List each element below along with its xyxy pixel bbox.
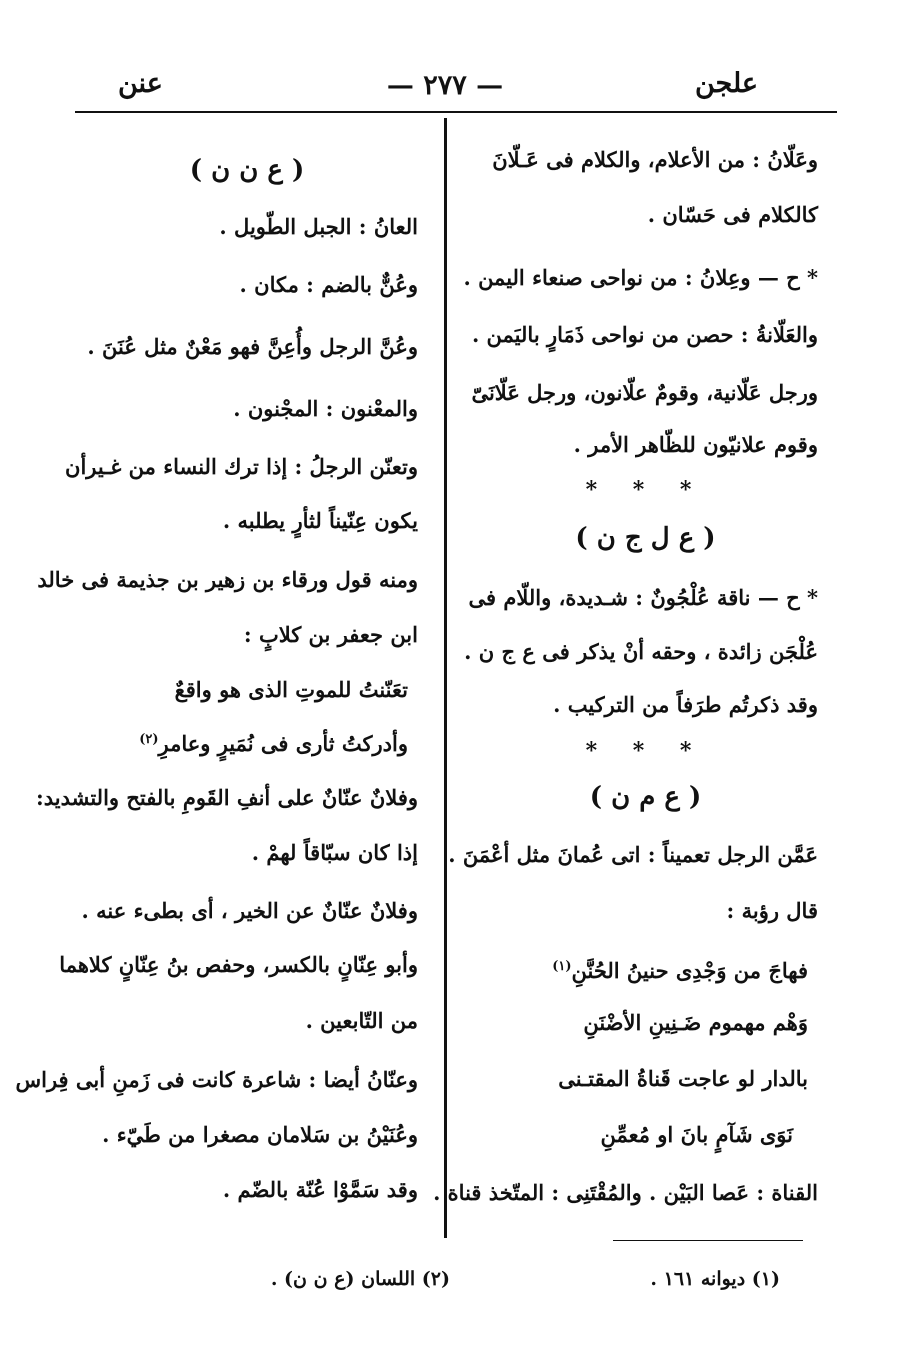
text-line <box>139 725 408 759</box>
header-root-right: علجن <box>694 68 758 99</box>
line-text: وعنّانُ أيضا : شاعرة كانت فى زَمنِ أبى فِراس <box>15 1067 418 1092</box>
text-line <box>553 690 818 720</box>
line-text: وأبو عِنّانٍ بالكسر، وحفص بنُ عِنّانٍ كلاهما <box>59 952 418 977</box>
line-text: القناة : عَصا البَيْن . والمُقْتَنِى : المتّخذ قناة . <box>433 1180 818 1205</box>
line-text: وعُنٌّ بالضم : مكان . <box>239 272 418 297</box>
text-line <box>648 200 818 230</box>
line-text: إذا كان سبّاقاً لهمْ . <box>251 840 418 865</box>
footnote-1: (١) ديوانه ١٦١ . <box>650 1268 780 1290</box>
footnote-marker: (١) <box>552 959 572 974</box>
text-line <box>240 270 418 300</box>
text-line <box>223 506 418 536</box>
text-line <box>219 212 418 242</box>
text-line <box>558 1064 808 1094</box>
text-line <box>36 783 418 813</box>
text-line <box>492 145 818 175</box>
line-text: وتعنّن الرجلُ : إذا ترك النساء من غـيرأن <box>65 454 418 479</box>
line-text: قال رؤبة : <box>726 898 818 923</box>
text-line <box>600 1120 793 1150</box>
footnote-rule <box>613 1240 803 1241</box>
line-text: * * * <box>585 477 706 503</box>
line-text: عُلْجَن زائدة ، وحقه أنْ يذكر فى ع ج ن . <box>464 639 818 664</box>
text-line <box>552 952 808 986</box>
text-line <box>448 840 818 870</box>
text-line <box>244 620 418 650</box>
footnote-2: (٢) اللسان (ع ن ن) . <box>270 1268 450 1290</box>
line-text: وعُنَّ الرجل وأُعِنَّ فهو مَعْنٌ مثل عُنَنَ . <box>87 334 418 359</box>
line-text: وعُنَيْنُ بن سَلامان مصغرا من طَيّء . <box>102 1122 418 1147</box>
text-line <box>37 565 418 595</box>
line-text: ( ع م ن ) <box>589 782 702 812</box>
header-root-left: عنن <box>118 68 163 99</box>
line-text: والمعْنون : المجْنون . <box>233 396 418 421</box>
text-line <box>175 675 408 705</box>
line-text: ( ع ن ن ) <box>189 155 305 185</box>
line-text: العانُ : الجبل الطّويل . <box>219 214 418 239</box>
line-text: يكون عِنّيناً لثأرٍ يطلبه . <box>222 508 418 533</box>
text-line <box>306 1006 418 1036</box>
line-text: نَوَى شَآمٍ بانَ او مُعمِّنِ <box>600 1122 793 1147</box>
text-line <box>463 263 818 293</box>
line-text: فهاجَ من وَجْدِى حنينُ الحُنَّنِ <box>571 958 808 983</box>
header-rule <box>75 111 837 113</box>
text-line <box>473 736 818 766</box>
line-text: وَهْم مهموم ضَـنِينِ الأضْنَنِ <box>583 1010 808 1035</box>
line-text: وأدركتُ ثأرى فى نُمَيرٍ وعامرِ <box>158 731 408 756</box>
page-number: — ٢٧٧ — <box>386 70 504 101</box>
line-text: وفلانٌ عنّانٌ عن الخير ، أى بطىء عنه . <box>81 898 418 923</box>
line-text: من التّابعين . <box>305 1008 418 1033</box>
text-line <box>574 430 818 460</box>
text-line <box>469 583 819 613</box>
line-text: * ح — وعِلانُ : من نواحى صنعاء اليمن . <box>463 265 818 290</box>
text-line <box>65 452 418 482</box>
line-text: عَمَّن الرجل تعميناً : اتى عُمانَ مثل أعْمَنَ . <box>448 842 818 867</box>
line-text: ابن جعفر بن كلابٍ : <box>243 622 418 647</box>
line-text: والعَلّانةُ : حصن من نواحى ذَمَارٍ باليَمن . <box>471 322 818 347</box>
line-text: وعَلّانُ : من الأعلام، والكلام فى عَـلّانَ <box>492 147 818 172</box>
line-text: كالكلام فى حَسّان . <box>647 202 818 227</box>
text-line <box>472 320 818 350</box>
line-text: وقد ذكرتُم طرَفاً من التركيب . <box>553 692 818 717</box>
text-line <box>233 394 418 424</box>
line-text: تعَنّنتُ للموتِ الذى هو واقعٌ <box>174 677 408 702</box>
text-line <box>473 523 818 553</box>
line-text: ورجل عَلّانية، وقومٌ علّانون، ورجل عَلّانَىّ <box>471 380 818 405</box>
text-line <box>223 1175 418 1205</box>
text-line <box>473 475 818 505</box>
line-text: وقد سَمَّوْا عُنّة بالضّم . <box>222 1177 418 1202</box>
line-text: وقوم علانيّون للظّاهر الأمر . <box>573 432 818 457</box>
line-text: * ح — ناقة عُلْجُونٌ : شـديدة، واللّام فى <box>468 585 818 610</box>
text-line <box>59 950 418 980</box>
line-text: * * * <box>585 738 706 764</box>
footnote-marker: (٢) <box>139 732 159 747</box>
line-text: ( ع ل ج ن ) <box>575 523 716 553</box>
text-line <box>82 896 418 926</box>
text-line <box>583 1008 808 1038</box>
text-line <box>15 1065 418 1095</box>
column-divider <box>444 118 447 1238</box>
text-line <box>87 332 418 362</box>
text-line <box>727 896 818 926</box>
line-text: ومنه قول ورقاء بن زهير بن جذيمة فى خالد <box>37 567 418 592</box>
text-line <box>471 378 818 408</box>
line-text: وفلانٌ عنّانٌ على أنفِ القَومِ بالفتح والتشديد: <box>35 785 418 810</box>
text-line <box>473 782 818 812</box>
text-line <box>252 838 418 868</box>
line-text: بالدار لو عاجت قَناةُ المقتـنى <box>558 1066 808 1091</box>
text-line <box>76 155 418 185</box>
text-line <box>102 1120 418 1150</box>
text-line <box>464 637 818 667</box>
text-line <box>433 1178 818 1208</box>
